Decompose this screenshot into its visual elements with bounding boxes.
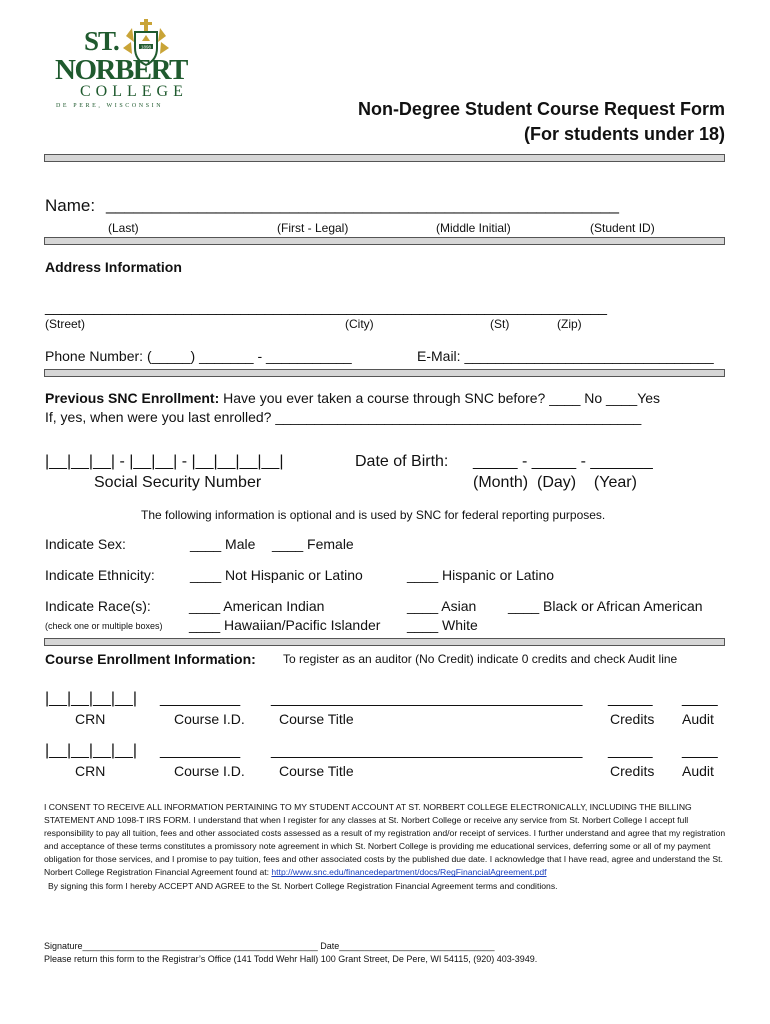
consent-text: I CONSENT TO RECEIVE ALL INFORMATION PERTAINING TO MY STUDENT ACCOUNT AT ST. NORBERT COLLEGE ELECTRONICALLY, INCLUDING THE BILLING STATEMENT AND 1098-T IRS FORM. I understand that when I register for any classes at St. Norbert College or receive any service from St. Norbert College I accept full responsibility to pay all tuition, fees and other associated costs assessed as a result of my registration and/or receipt of services. I further understand and agree that my registration and acceptance of these terms constitutes a promissory note agreement in which St. Norbert College is providing me educational services, deferring some or all of my payment obligation for those services, and I promise to pay tuition, fees and other associated costs by the published due date. I acknowledge that I have read, agree and understand the St. Norbert College Registration Financial Agreement found at: bbox=[44, 802, 726, 878]
ssn-field[interactable]: |__|__|__| - |__|__| - |__|__|__|__| bbox=[45, 453, 284, 470]
state-caption: (St) bbox=[490, 317, 510, 331]
divider-1 bbox=[44, 154, 725, 162]
logo-college: COLLEGE bbox=[80, 83, 188, 100]
form-title: Non-Degree Student Course Request Form bbox=[357, 99, 725, 119]
course-title-caption: Course Title bbox=[279, 711, 354, 727]
course-title-caption: Course Title bbox=[279, 763, 354, 779]
race-american-indian-option[interactable]: ____ American Indian bbox=[189, 598, 325, 614]
logo-norbert: NORBERT bbox=[55, 54, 187, 86]
name-field[interactable]: ________________________________________________________ bbox=[106, 195, 619, 214]
audit-field[interactable]: ____ bbox=[682, 690, 718, 707]
address-field[interactable]: _____________________________________________________________________ bbox=[45, 299, 607, 316]
race-label: Indicate Race(s): bbox=[45, 598, 151, 614]
address-heading: Address Information bbox=[45, 259, 182, 275]
course-title-field[interactable]: ___________________________________ bbox=[271, 690, 583, 707]
course-heading: Course Enrollment Information: bbox=[45, 651, 256, 667]
course-id-caption: Course I.D. bbox=[174, 711, 245, 727]
name-middle-caption: (Middle Initial) bbox=[436, 221, 511, 235]
zip-caption: (Zip) bbox=[557, 317, 582, 331]
course-id-field[interactable]: _________ bbox=[160, 742, 241, 759]
race-white-option[interactable]: ____ White bbox=[407, 617, 478, 633]
name-last-caption: (Last) bbox=[108, 221, 139, 235]
course-note: To register as an auditor (No Credit) indicate 0 credits and check Audit line bbox=[283, 652, 678, 666]
crn-field[interactable]: |__|__|__|__| bbox=[45, 690, 137, 707]
race-asian-option[interactable]: ____ Asian bbox=[407, 598, 477, 614]
previous-enrollment-question[interactable] bbox=[45, 390, 660, 406]
college-logo bbox=[50, 18, 188, 113]
sex-male-option[interactable]: ____ Male bbox=[190, 536, 256, 552]
race-black-option[interactable]: ____ Black or African American bbox=[508, 598, 703, 614]
credits-caption: Credits bbox=[610, 711, 655, 727]
credits-caption: Credits bbox=[610, 763, 655, 779]
divider-4 bbox=[44, 638, 725, 646]
ethnicity-not-hispanic-option[interactable]: ____ Not Hispanic or Latino bbox=[190, 567, 363, 583]
logo-st: ST. bbox=[84, 26, 119, 56]
credits-field[interactable]: _____ bbox=[608, 690, 653, 707]
signature-line[interactable]: Signature_______________________________________________ Date_______________________________ bbox=[44, 941, 495, 951]
divider-3 bbox=[44, 369, 725, 377]
audit-field[interactable]: ____ bbox=[682, 742, 718, 759]
audit-caption: Audit bbox=[682, 711, 714, 727]
phone-field[interactable]: Phone Number: (_____) _______ - ___________ bbox=[45, 348, 352, 364]
last-enrolled-field[interactable]: If, yes, when were you last enrolled? _______________________________________________ bbox=[45, 409, 642, 425]
city-caption: (City) bbox=[345, 317, 374, 331]
form-subtitle: (For students under 18) bbox=[523, 124, 725, 144]
ethnicity-label: Indicate Ethnicity: bbox=[45, 567, 155, 583]
crn-caption: CRN bbox=[75, 711, 106, 727]
dob-field[interactable]: _____ - _____ - _______ bbox=[473, 453, 653, 470]
divider-2 bbox=[44, 237, 725, 245]
return-instructions: Please return this form to the Registrar’s Office (141 Todd Wehr Hall) 100 Grant Street, De Pere, WI 54115, (920) 403-3949. bbox=[44, 954, 538, 964]
ssn-caption: Social Security Number bbox=[94, 474, 262, 491]
svg-text:1898: 1898 bbox=[140, 44, 152, 50]
ethnicity-hispanic-option[interactable]: ____ Hispanic or Latino bbox=[407, 567, 555, 583]
optional-note: The following information is optional and is used by SNC for federal reporting purposes. bbox=[141, 508, 606, 522]
logo-tagline: DE PERE, WISCONSIN bbox=[56, 103, 164, 109]
sex-label: Indicate Sex: bbox=[45, 536, 126, 552]
credits-field[interactable]: _____ bbox=[608, 742, 653, 759]
race-hawaiian-option[interactable]: ____ Hawaiian/Pacific Islander bbox=[189, 617, 381, 633]
name-label: Name: bbox=[45, 196, 96, 215]
dob-label: Date of Birth: bbox=[355, 453, 449, 470]
course-title-field[interactable]: ___________________________________ bbox=[271, 742, 583, 759]
consent-paragraph bbox=[44, 801, 728, 893]
race-sub-label: (check one or multiple boxes) bbox=[45, 621, 163, 631]
crn-caption: CRN bbox=[75, 763, 106, 779]
previous-enrollment-text: Have you ever taken a course through SNC before? ____ No ____Yes bbox=[219, 390, 661, 406]
sex-female-option[interactable]: ____ Female bbox=[272, 536, 354, 552]
street-caption: (Street) bbox=[45, 317, 86, 331]
name-first-caption: (First - Legal) bbox=[277, 221, 349, 235]
audit-caption: Audit bbox=[682, 763, 714, 779]
course-id-field[interactable]: _________ bbox=[160, 690, 241, 707]
crn-field[interactable]: |__|__|__|__| bbox=[45, 742, 137, 759]
agree-statement: By signing this form I hereby ACCEPT AND AGREE to the St. Norbert College Registration Financial Agreement terms and conditions. bbox=[48, 880, 558, 891]
email-field[interactable]: E-Mail: ________________________________ bbox=[417, 348, 714, 364]
dob-caption: (Month) (Day) (Year) bbox=[473, 474, 637, 491]
student-id-caption: (Student ID) bbox=[590, 221, 655, 235]
previous-enrollment-label: Previous SNC Enrollment: bbox=[45, 390, 220, 406]
course-id-caption: Course I.D. bbox=[174, 763, 245, 779]
financial-agreement-link[interactable]: http://www.snc.edu/financedepartment/docs/RegFinancialAgreement.pdf bbox=[271, 867, 547, 878]
